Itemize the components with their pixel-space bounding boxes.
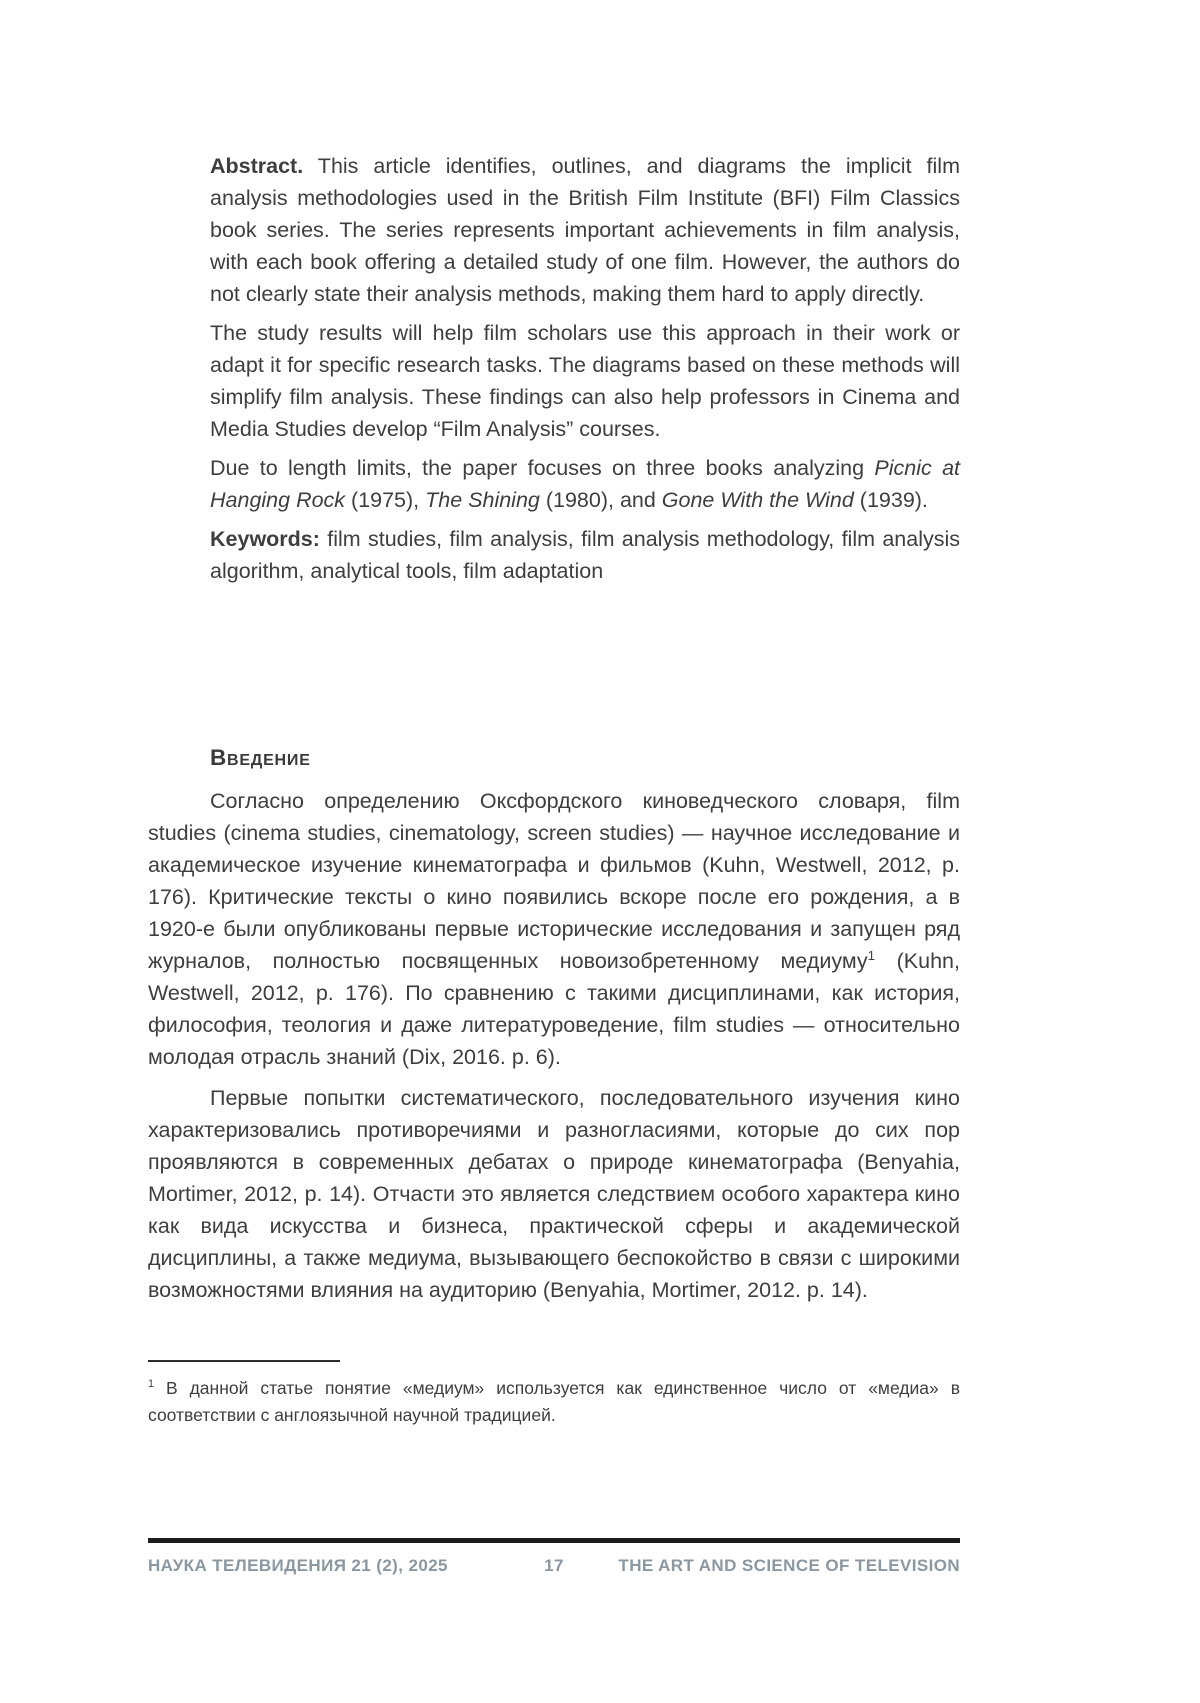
text-run: Picnic at Hanging Rock (210, 456, 960, 512)
text-run: Due to length limits, the paper focuses on three books analyzing (210, 456, 875, 480)
page-number: 17 (544, 1556, 564, 1575)
paragraph (210, 150, 960, 310)
text-run: Согласно определению Оксфордского киноведческого словаря, film studies (cinema studies, cinematology, screen studies) — научное исследование и академическое изучение кинематографа и фильмов (Kuhn, Westwell, 2012, p. 176). Критические тексты о кино появились вскоре после его рождения, а в 1920-е были опубликованы первые исторические исследования и запущен ряд журналов, полностью посвященных новоизобретенному медиуму (148, 789, 960, 973)
introduction-section (148, 745, 960, 1306)
text-run: The study results will help film scholars use this approach in their work or adapt it for specific research tasks. The diagrams based on these methods will simplify film analysis. These findings can also help professors in Cinema and Media Studies develop “Film Analysis” courses. (210, 321, 960, 441)
journal-title-en: THE ART AND SCIENCE OF TELEVISION (618, 1556, 960, 1575)
text-run: film studies, film analysis, film analysis methodology, film analysis algorithm, analytical tools, film adaptation (210, 527, 960, 583)
footnote-text (148, 1375, 960, 1429)
journal-title-ru: НАУКА ТЕЛЕВИДЕНИЯ 21 (2), 2025 (148, 1556, 448, 1575)
abstract-section (210, 150, 960, 587)
text-run: (Kuhn, Westwell, 2012, p. 176). По сравнению с такими дисциплинами, как история, философия, теология и даже литературоведение, film studies — относительно молодая отрасль знаний (Dix, 2016. p. 6). (148, 949, 960, 1069)
page-footer (148, 1538, 960, 1576)
footer-row (148, 1556, 960, 1576)
text-run: 1 (148, 1378, 155, 1391)
paragraph (210, 523, 960, 587)
paragraph (148, 785, 960, 1073)
section-heading-introduction: Введение (210, 745, 311, 770)
page-content (148, 0, 960, 1315)
text-run: (1975), (345, 488, 426, 512)
paragraph (148, 1082, 960, 1306)
text-run: (1980), and (539, 488, 662, 512)
text-run: The Shining (425, 488, 540, 512)
text-run: Keywords: (210, 527, 320, 551)
footnote-area (148, 1360, 960, 1429)
paragraph (210, 317, 960, 445)
text-run: Gone With the Wind (661, 488, 854, 512)
text-run: (1939). (853, 488, 928, 512)
text-run: В данной статье понятие «медиум» используется как единственное число от «медиа» в соответствии с англоязычной научной традицией. (148, 1378, 960, 1425)
paragraph (210, 452, 960, 516)
footer-divider (148, 1538, 960, 1543)
text-run: Первые попытки систематического, последовательного изучения кино характеризовались противоречиями и разногласиями, которые до сих пор проявляются в современных дебатах о природе кинематографа (Benyahia, Mortimer, 2012, p. 14). Отчасти это является следствием особого характера кино как вида искусства и бизнеса, практической сферы и академической дисциплины, а также медиума, вызывающего беспокойство в связи с широкими возможностями влияния на аудиторию (Benyahia, Mortimer, 2012. p. 14). (148, 1086, 960, 1302)
text-run: 1 (867, 947, 876, 963)
text-run: Abstract. (210, 154, 304, 178)
text-run: This article identifies, outlines, and diagrams the implicit film analysis methodologies used in the British Film Institute (BFI) Film Classics book series. The series represents important achievements in film analysis, with each book offering a detailed study of one film. However, the authors do not clearly state their analysis methods, making them hard to apply directly. (210, 154, 960, 306)
introduction-body (148, 785, 960, 1306)
footnote-divider (148, 1360, 340, 1362)
